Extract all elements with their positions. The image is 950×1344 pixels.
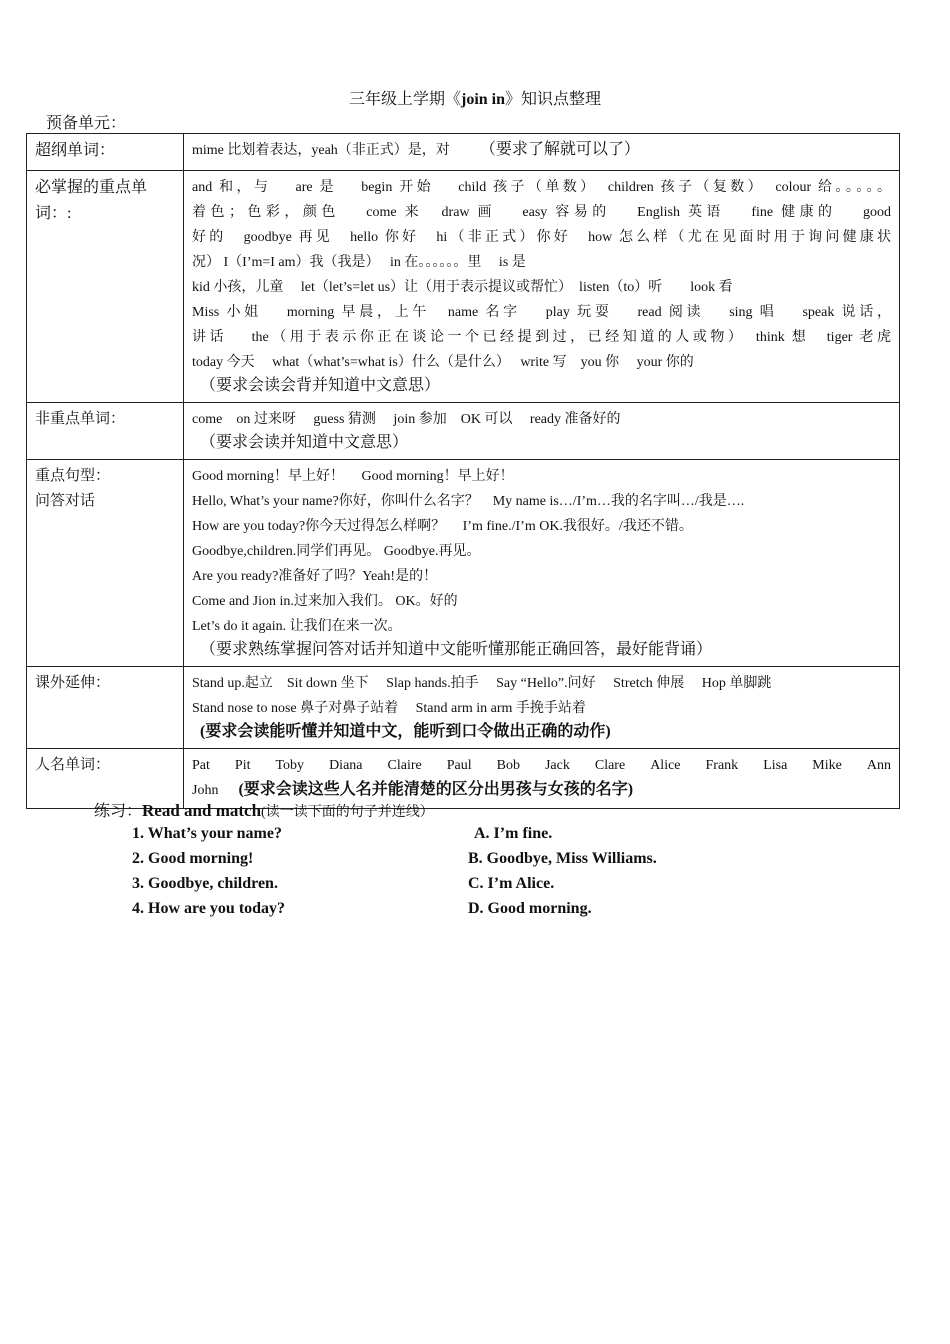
- match-right-item: B. Goodbye, Miss Williams.: [468, 850, 657, 867]
- match-left-item: 4. How are you today?: [132, 900, 286, 917]
- requirement-note: （要求会读会背并知道中文意思）: [200, 377, 441, 394]
- row-content: [184, 403, 900, 460]
- match-left-item: 3. Goodbye, children.: [132, 875, 278, 892]
- match-right-item: A. I’m fine.: [474, 825, 553, 842]
- row-label: 非重点单词：: [27, 403, 184, 460]
- word-line: 况） I（I’m=I am）我（我是） in 在。。。。。。里 is 是: [192, 255, 526, 270]
- requirement-note: （要求了解就可以了）: [479, 141, 640, 158]
- row-key-sentences: [27, 460, 900, 667]
- word-line: today 今天 what（what’s=what is）什么（是什么） write 写 you 你 your 你的: [192, 355, 694, 370]
- word-line: 好的 goodbye 再见 hello 你好 hi（非正式）你好 how 怎么样（尤在见面时用于询问健康状: [192, 230, 891, 245]
- row-extension: [27, 667, 900, 749]
- sentence-line: Come and Jion in.过来加入我们。 OK。好的: [192, 594, 458, 609]
- requirement-note: （要求熟练掌握问答对话并知道中文能听懂那能正确回答，最好能背诵）: [200, 641, 713, 658]
- row-content: [184, 171, 900, 403]
- names-line: Pat Pit Toby Diana Claire Paul Bob Jack Clare Alice Frank Lisa Mike Ann: [192, 758, 891, 773]
- requirement-note: (要求会读这些人名并能清楚的区分出男孩与女孩的名字): [238, 781, 634, 798]
- sentence-line: Goodbye,children.同学们再见。 Goodbye.再见。: [192, 544, 481, 559]
- row-label: 课外延伸：: [27, 667, 184, 749]
- page-title: [0, 86, 950, 109]
- row-content: [184, 460, 900, 667]
- match-right-item: D. Good morning.: [468, 900, 592, 917]
- row-label: 必掌握的重点单词：:: [27, 171, 184, 403]
- sentence-line: Let’s do it again. 让我们在来一次。: [192, 619, 402, 634]
- word-line: and 和，与 are 是 begin 开始 child 孩子（单数） children 孩子（复数） colour 给。。。。。: [192, 180, 891, 195]
- row-text: mime 比划着表达，yeah（非正式）是，对: [192, 143, 450, 158]
- match-right-item: C. I’m Alice.: [468, 875, 555, 892]
- sentence-line: Hello, What’s your name?你好，你叫什么名字？ My name is…/I’m…我的名字叫…/我是….: [192, 494, 745, 509]
- match-left-item: 1. What’s your name?: [132, 825, 282, 842]
- sentence-line: Are you ready?准备好了吗？Yeah!是的！: [192, 569, 438, 584]
- word-line: kid 小孩，儿童 let（let’s=let us）让（用于表示提议或帮忙） listen（to）听 look 看: [192, 280, 733, 295]
- unit-label: 预备单元：: [46, 115, 127, 132]
- practice-title: Read and match: [142, 801, 262, 820]
- command-line: Stand nose to nose 鼻子对鼻子站着 Stand arm in arm 手挽手站着: [192, 701, 586, 716]
- title-bold: join in: [460, 91, 505, 108]
- practice-prefix: 练习：: [94, 803, 143, 820]
- word-line: 着色；色彩，颜色 come 来 draw 画 easy 容易的 English 英语 fine 健康的 good: [192, 205, 891, 220]
- names-last: John: [192, 783, 219, 798]
- word-line: Miss 小姐 morning 早晨，上午 name 名字 play 玩耍 read 阅读 sing 唱 speak 说话，: [192, 305, 891, 320]
- command-line: Stand up.起立 Sit down 坐下 Slap hands.拍手 Say “Hello”.问好 Stretch 伸展 Hop 单脚跳: [192, 676, 772, 691]
- knowledge-table: [26, 133, 900, 809]
- title-suffix: 》知识点整理: [505, 91, 602, 108]
- requirement-note: （要求会读并知道中文意思）: [200, 434, 409, 451]
- row-label: [27, 460, 184, 667]
- row-non-key-words: [27, 403, 900, 460]
- row-text: come on 过来呀 guess 猜测 join 参加 OK 可以 ready 准备好的: [192, 412, 621, 427]
- sentence-line: How are you today?你今天过得怎么样啊？ I’m fine./I’m OK.我很好。/我还不错。: [192, 519, 693, 534]
- row-beyond-syllabus: [27, 134, 900, 171]
- word-line: 讲话 the（用于表示你正在谈论一个已经提到过，已经知道的人或物） think 想 tiger 老虎: [192, 330, 891, 345]
- row-key-words: [27, 171, 900, 403]
- row-content: [184, 134, 900, 171]
- sentence-line: Good morning！早上好！ Good morning！早上好！: [192, 469, 514, 484]
- label-line: 重点句型：: [35, 468, 111, 484]
- title-prefix: 三年级上学期《: [348, 91, 461, 108]
- practice-hint: (读一读下面的句子并连线）: [261, 805, 434, 820]
- practice-heading: [94, 798, 434, 821]
- requirement-note: (要求会读能听懂并知道中文，能听到口令做出正确的动作): [200, 723, 611, 740]
- label-line: 问答对话: [35, 493, 96, 509]
- row-content: [184, 667, 900, 749]
- row-label: 超纲单词：: [27, 134, 184, 171]
- match-left-item: 2. Good morning!: [132, 850, 254, 867]
- row-label: 人名单词：: [27, 749, 184, 809]
